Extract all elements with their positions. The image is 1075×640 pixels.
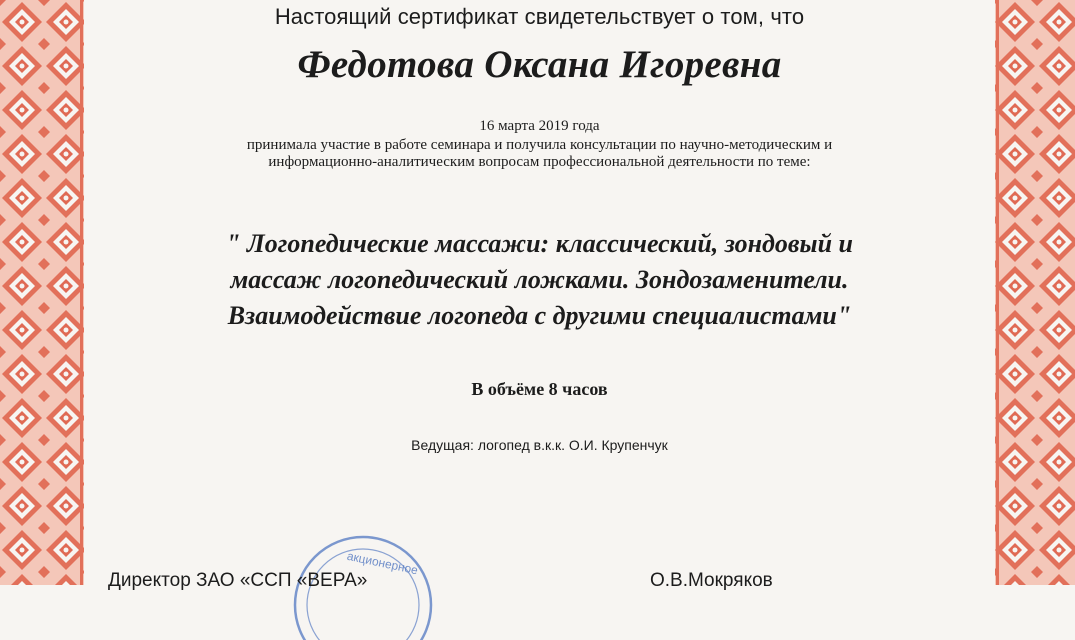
seminar-topic: [126, 226, 953, 334]
certificate-body: [86, 0, 993, 585]
certificate-intro: Настоящий сертификат свидетельствует о том, что: [274, 4, 805, 29]
ornament-pattern-right: [993, 0, 1075, 585]
ornament-pattern-left: [0, 0, 86, 585]
stamp-text: акционерное: [345, 548, 420, 578]
event-date: 16 марта 2019 года: [479, 118, 600, 134]
participation-description: [146, 137, 933, 171]
signatory-name: О.В.Мокряков: [650, 570, 773, 591]
lecturer: Ведущая: логопед в.к.к. О.И. Крупенчук: [411, 437, 668, 453]
signatory-title: Директор ЗАО «ССП «ВЕРА»: [108, 570, 368, 591]
recipient-name: Федотова Оксана Игоревна: [297, 43, 782, 86]
course-hours: В объёме 8 часов: [471, 379, 608, 399]
topic-line: Взаимодействие логопеда с другими специалистами": [227, 301, 852, 330]
description-line: информационно-аналитическим вопросам профессиональной деятельности по теме:: [268, 154, 811, 170]
ornamental-border-left: [0, 0, 86, 585]
description-line: принимала участие в работе семинара и получила консультации по научно-методическим и: [246, 137, 833, 153]
ornamental-border-right: [993, 0, 1075, 585]
topic-line: " Логопедические массажи: классический, зондовый и: [225, 229, 853, 258]
topic-line: массаж логопедический ложками. Зондозаменители.: [230, 265, 849, 294]
